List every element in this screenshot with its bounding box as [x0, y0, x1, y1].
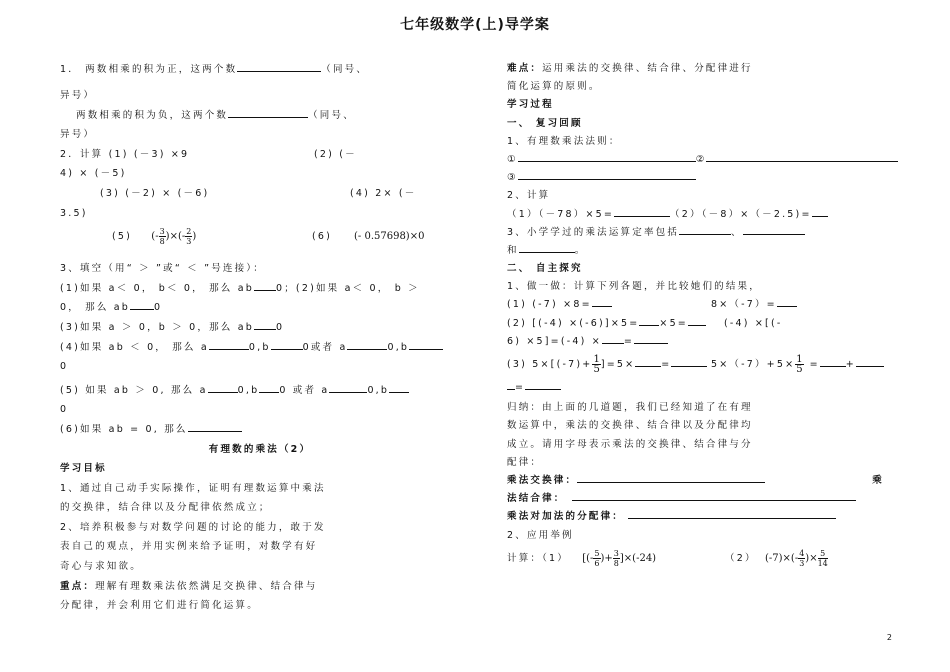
question-text: 异号）	[60, 129, 96, 141]
review-heading: 一、 复习回顾	[507, 117, 583, 129]
question-text: 异号）	[60, 90, 96, 101]
left-column: 1． 两数相乘的积为正，这两个数 （同号、 异号） 两数相乘的积为负，这两个数 （同号、 异号） 2．计算 (1) (－3) ×9 (2) (－ 4) × (－5) (3) (－2) × (－6) (4) 2× (－ 3.5) (5) (- $\frac{3}{8}$ )×(- $\frac{2}{3}$ ) (6) (- 0.57698)×0 3、填空（用“ ＞ ”或“ ＜ ”号连接）： (1)如果 a＜ 0， b＜ 0， 那么 ab 0；(2)如果 a＜ 0， b ＞ 0， 那么 ab 0 (3)如果 a ＞ 0，b ＞ 0，那么 ab 0 (4)如果 ab ＜ 0， 那么 a 0,b 0或者 a 0,b 0 (5) 如果 ab ＞ 0, 那么 a 0,b 0 或者 a 0,b 0 (6)如果 ab = 0, 那么 有理数的乘法（2） 学习目标 1、通过自己动手实际操作，证明有理数运算中乘法 的交换律，结合律以及分配律依然成立； 2、培养积极参与对数学问题的讨论的能力，敢于发 表自己的观点，并用实例来给予证明，对数学有好 奇心与求知欲。 重点：理解有理数乘法依然满足交换律、结合律与 分配律，并会利用它们进行简化运算。	[60, 60, 460, 616]
answer-blank[interactable]	[519, 242, 575, 253]
answer-blank[interactable]	[679, 224, 731, 235]
question-text: 3、填空（用“ ＞ ”或“ ＜ ”号连接）：	[60, 263, 265, 275]
answer-blank[interactable]	[639, 315, 659, 326]
question-text: 4) × (－5)	[60, 168, 127, 180]
answer-blank[interactable]	[628, 508, 836, 519]
answer-blank[interactable]	[525, 379, 561, 390]
summary-text: 成立。请用字母表示乘法的交换律、结合律与分	[507, 438, 753, 450]
question-text: 2、应用举例	[507, 529, 574, 541]
right-column: 难点：运用乘法的交换律、结合律、分配律进行 简化运算的原则。 学习过程 一、 复习回顾 1、有理数乘法法则： ① ② ③ 2、计算 （1）（－78）×5= （2）（－8）×（－2.5)= 3、小学学过的乘法运算定率包括 、 和 。 二、 自主探究 1、做一做：计算下列各题，并比较她们的结果， (1) (-7) ×8= 8×（-7）= (2) [(-4) ×(-6)]×5= ×5= (-4) ×[(- 6) ×5]=(-4) × = (3) 5×[(-7)+ $\frac{1}{5}$ ]=5× = 5×（-7）+5× $\frac{1}{5}$ = + = 归纳：由上面的几道题，我们已经知道了在有理 数运算中，乘法的交换律、结合律以及分配律均 成立。请用字母表示乘法的交换律、结合律与分 配律： 乘法交换律： 乘 法结合律： 乘法对加法的分配律： 2、应用举例 计算：（1） [(- $\frac{5}{6}$ )+ $\frac{3}{8}$ ]×(-24) （2） (-7)×(- $\frac{4}{3}$ )× $\frac{5}{14}$	[507, 60, 892, 573]
question-text: (3)如果 a ＞ 0，b ＞ 0，那么 ab	[60, 321, 254, 333]
answer-blank[interactable]	[130, 299, 154, 310]
answer-blank[interactable]	[614, 206, 670, 217]
math-expression: (- $\frac{3}{8}$ )×(- $\frac{2}{3}$ )	[151, 227, 197, 247]
answer-blank[interactable]	[518, 151, 696, 162]
answer-blank[interactable]	[856, 356, 884, 367]
question-text: (6)如果 ab = 0, 那么	[60, 423, 188, 435]
answer-blank[interactable]	[254, 280, 276, 291]
answer-blank[interactable]	[743, 224, 805, 235]
answer-blank[interactable]	[518, 169, 696, 180]
answer-blank[interactable]	[209, 339, 249, 350]
question-text: (4) 2× (－	[350, 187, 417, 199]
answer-blank[interactable]	[329, 382, 367, 393]
answer-blank[interactable]	[188, 421, 242, 432]
answer-blank[interactable]	[592, 296, 612, 307]
explore-heading: 二、 自主探究	[507, 263, 583, 275]
answer-blank[interactable]	[409, 339, 443, 350]
difficulty-label: 难点：	[507, 63, 543, 74]
question-text: 2、计算	[507, 190, 551, 202]
fraction: $\frac{1}{5}$	[593, 354, 600, 375]
answer-blank[interactable]	[259, 382, 279, 393]
math-expression: (- 0.57698)×0	[354, 231, 425, 243]
question-text: 0	[275, 321, 285, 333]
fraction-question-row: (3) 5×[(-7)+ $\frac{1}{5}$ ]=5× = 5×（-7）+5× $\frac{1}{5}$ = +	[507, 351, 892, 379]
answer-blank[interactable]	[228, 107, 308, 118]
answer-blank[interactable]	[507, 379, 515, 390]
fraction: $\frac{1}{5}$	[796, 354, 803, 375]
question-text: (1)如果 a＜ 0， b＜ 0， 那么 ab	[60, 282, 254, 294]
difficulty-text: 运用乘法的交换律、结合律、分配律进行	[542, 63, 753, 74]
law-label: 法结合律：	[507, 493, 566, 505]
answer-blank[interactable]	[254, 319, 276, 330]
key-point-text: 分配律，并会利用它们进行简化运算。	[60, 600, 259, 612]
question-number: (5)	[112, 231, 133, 243]
answer-blank[interactable]	[706, 151, 898, 162]
answer-blank[interactable]	[389, 382, 409, 393]
key-point-label: 重点：	[60, 580, 96, 592]
application-row: 计算：（1） [(- $\frac{5}{6}$ )+ $\frac{3}{8}$ ]×(-24) （2） (-7)×(- $\frac{4}{3}$ )× $\frac{5}{14}$	[507, 545, 892, 573]
summary-text: 归纳：由上面的几道题，我们已经知道了在有理	[507, 402, 753, 414]
answer-blank[interactable]	[271, 339, 303, 350]
question-text: 0， 那么 ab	[60, 302, 131, 314]
answer-blank[interactable]	[635, 356, 661, 367]
page-title: 七年级数学(上)导学案	[400, 17, 550, 33]
answer-blank[interactable]	[577, 472, 765, 483]
fraction: $\frac{3}{8}$	[159, 227, 165, 247]
question-text: 0	[154, 302, 163, 314]
goals-heading: 学习目标	[60, 463, 107, 475]
summary-text: 数运算中，乘法的交换律、结合律以及分配律均	[507, 420, 753, 432]
question-text: （同号、	[308, 109, 355, 121]
summary-text: 配律：	[507, 456, 543, 468]
key-point-text: 理解有理数乘法依然满足交换律、结合律与	[95, 580, 318, 592]
math-expression: (-7)×(- $\frac{4}{3}$ )× $\frac{5}{14}$	[765, 548, 828, 568]
answer-blank[interactable]	[208, 382, 238, 393]
fraction: $\frac{2}{3}$	[186, 227, 192, 247]
answer-blank[interactable]	[602, 333, 624, 344]
question-text: 3.5)	[60, 207, 88, 219]
question-text: 0；(2)如果 a＜ 0， b ＞	[275, 282, 420, 294]
answer-blank[interactable]	[347, 339, 387, 350]
question-text: （同号、	[321, 64, 369, 75]
fraction-question-row	[60, 223, 460, 251]
question-text: (3) (－2) × (－6)	[100, 187, 210, 199]
question-text: (5) 如果 ab ＞ 0, 那么 a	[60, 384, 208, 396]
question-text: 1、有理数乘法法则：	[507, 135, 621, 147]
process-heading: 学习过程	[507, 99, 554, 111]
math-expression: [(- $\frac{5}{6}$ )+ $\frac{3}{8}$ ]×(-24)	[582, 548, 657, 568]
goal-text: 奇心与求知欲。	[60, 561, 142, 573]
answer-blank[interactable]	[812, 206, 828, 217]
difficulty-text: 简化运算的原则。	[507, 81, 601, 93]
answer-blank[interactable]	[671, 356, 707, 367]
answer-blank[interactable]	[237, 61, 321, 72]
page-number: 2	[886, 633, 892, 642]
question-text: (4)如果 ab ＜ 0， 那么 a	[60, 341, 209, 353]
question-text: 两数相乘的积为负，这两个数	[76, 109, 229, 121]
answer-blank[interactable]	[777, 296, 797, 307]
answer-blank[interactable]	[572, 490, 856, 501]
question-text: 1、做一做：计算下列各题，并比较她们的结果，	[507, 281, 761, 293]
section-title: 有理数的乘法（2）	[208, 443, 312, 455]
answer-blank[interactable]	[820, 356, 846, 367]
question-number: (6)	[312, 231, 333, 243]
goal-text: 表自己的观点，并用实例来给予证明，对数学有好	[60, 541, 318, 553]
question-text: 0	[60, 361, 69, 373]
law-label: 乘法对加法的分配律：	[507, 511, 625, 523]
question-text: 1． 两数相乘的积为正，这两个数	[60, 64, 238, 75]
goal-text: 1、通过自己动手实际操作，证明有理数运算中乘法	[60, 482, 326, 494]
question-text: 2．计算 (1) (－3) ×9	[60, 148, 190, 160]
goal-text: 2、培养积极参与对数学问题的讨论的能力，敢于发	[60, 521, 326, 533]
answer-blank[interactable]	[634, 333, 668, 344]
goal-text: 的交换律，结合律以及分配律依然成立；	[60, 502, 271, 514]
law-label: 乘法交换律：	[507, 474, 578, 486]
question-text: (2) (－	[314, 148, 357, 160]
question-text: 0	[60, 404, 69, 416]
answer-blank[interactable]	[688, 315, 706, 326]
